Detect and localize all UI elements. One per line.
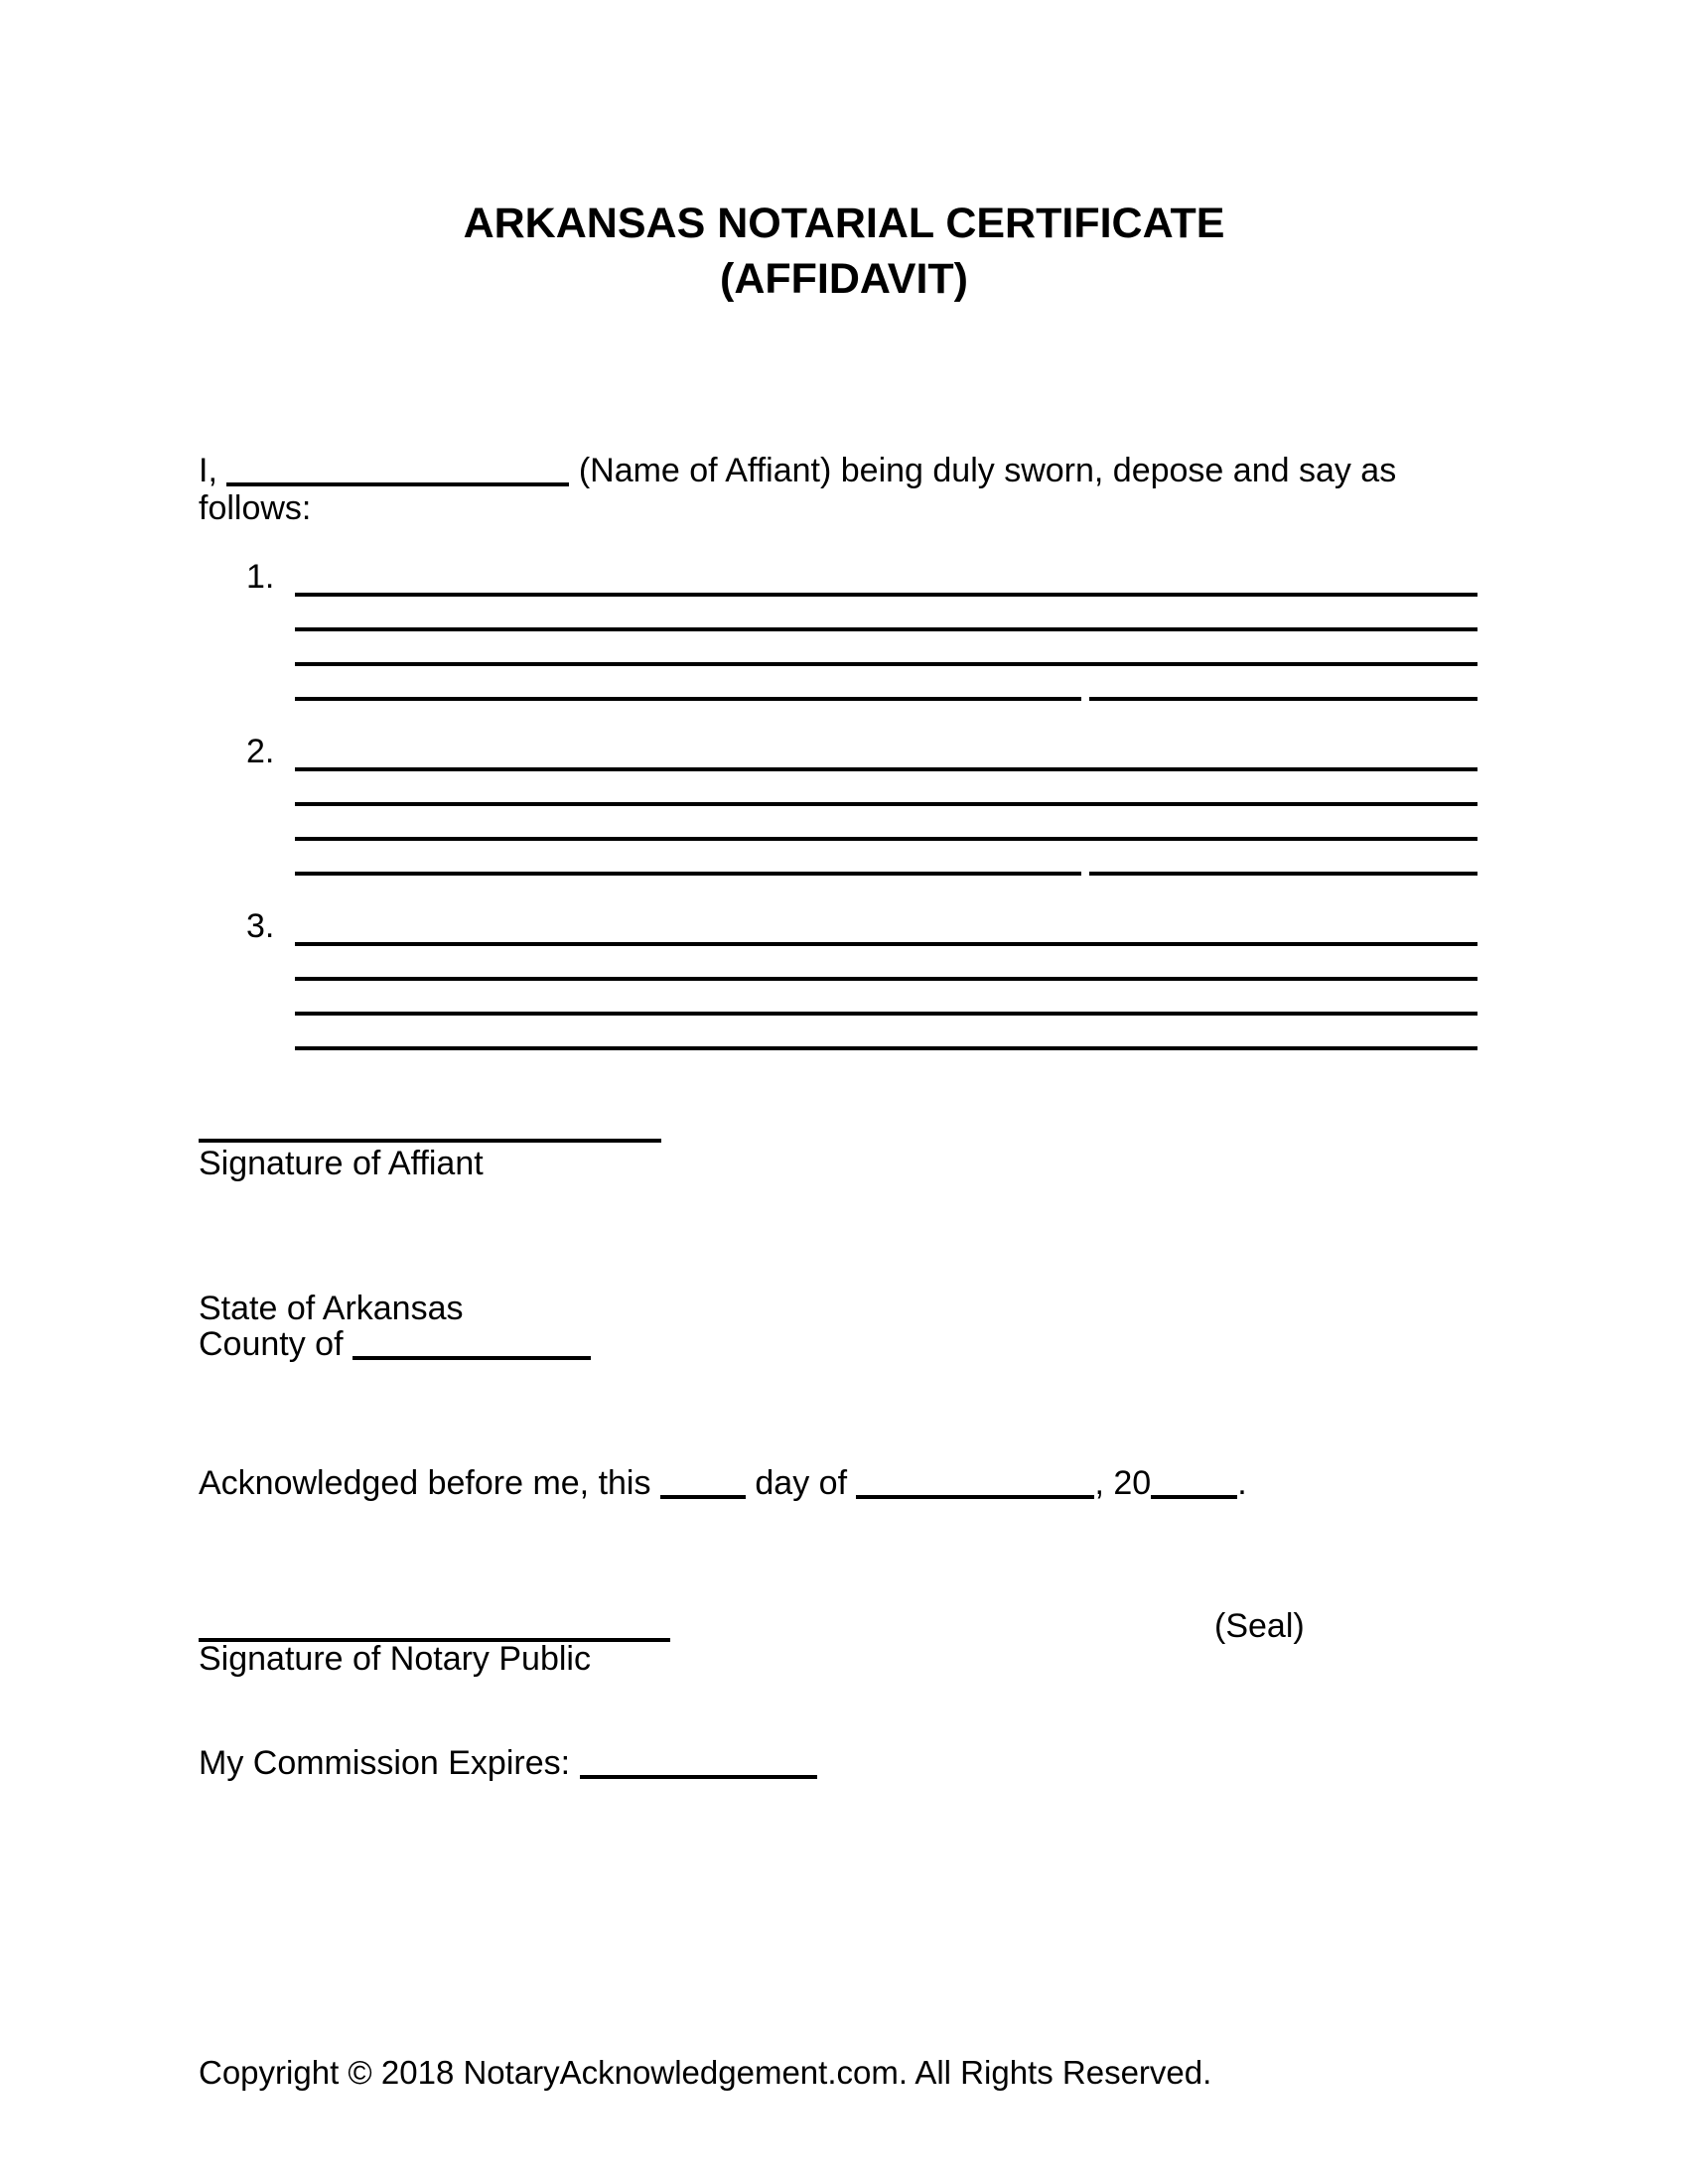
statement-3-line-3[interactable] (295, 1012, 1477, 1016)
state-line: State of Arkansas (199, 1290, 464, 1327)
statement-2-line-1[interactable] (295, 767, 1477, 771)
page-title (0, 196, 1688, 307)
county-prefix: County of (199, 1325, 344, 1363)
statement-2-line-4b[interactable] (1089, 872, 1477, 876)
statement-3-line-1[interactable] (295, 942, 1477, 946)
statement-3-line-4[interactable] (295, 1046, 1477, 1050)
month-blank[interactable] (856, 1495, 1094, 1499)
county-line (199, 1326, 591, 1362)
statement-1-line-1[interactable] (295, 593, 1477, 597)
acknowledgement-suffix: . (1237, 1464, 1247, 1502)
intro-prefix: I, (199, 452, 217, 489)
statement-2-line-2[interactable] (295, 802, 1477, 806)
intro-paragraph (199, 452, 1489, 527)
commission-date-blank[interactable] (580, 1775, 817, 1779)
footer-copyright: Copyright © 2018 NotaryAcknowledgement.com. All Rights Reserved. (199, 2054, 1212, 2091)
statement-3-line-2[interactable] (295, 977, 1477, 981)
day-blank[interactable] (660, 1495, 746, 1499)
statement-1-line-4b[interactable] (1089, 697, 1477, 701)
affiant-signature-label: Signature of Affiant (199, 1145, 484, 1182)
list-item-3-number: 3. (246, 907, 275, 945)
statement-1-line-2[interactable] (295, 627, 1477, 631)
intro-line2: follows: (199, 489, 312, 527)
statement-2-line-4a[interactable] (295, 872, 1081, 876)
commission-prefix: My Commission Expires: (199, 1744, 571, 1782)
venue-block (199, 1291, 591, 1362)
statement-1-line-3[interactable] (295, 662, 1477, 666)
affiant-name-blank[interactable] (226, 482, 569, 486)
statement-2-line-3[interactable] (295, 837, 1477, 841)
seal-label: (Seal) (1214, 1607, 1305, 1645)
list-item-1-number: 1. (246, 558, 275, 596)
page-title-line1: ARKANSAS NOTARIAL CERTIFICATE (463, 200, 1225, 247)
list-item-2-number: 2. (246, 733, 275, 770)
acknowledgement-year-prefix: , 20 (1094, 1464, 1152, 1502)
notary-signature-label: Signature of Notary Public (199, 1640, 591, 1678)
year-blank[interactable] (1151, 1495, 1237, 1499)
page-title-line2: (AFFIDAVIT) (720, 255, 968, 303)
acknowledgement-middle: day of (755, 1464, 848, 1502)
intro-line1 (199, 452, 1489, 489)
affiant-signature-line[interactable] (199, 1139, 661, 1143)
commission-line (199, 1744, 817, 1782)
county-blank[interactable] (352, 1356, 591, 1360)
statement-1-line-4a[interactable] (295, 697, 1081, 701)
intro-after-blank: (Name of Affiant) being duly sworn, depose and say as (578, 452, 1397, 489)
acknowledgement-prefix: Acknowledged before me, this (199, 1464, 651, 1502)
acknowledgement-line (199, 1464, 1247, 1502)
